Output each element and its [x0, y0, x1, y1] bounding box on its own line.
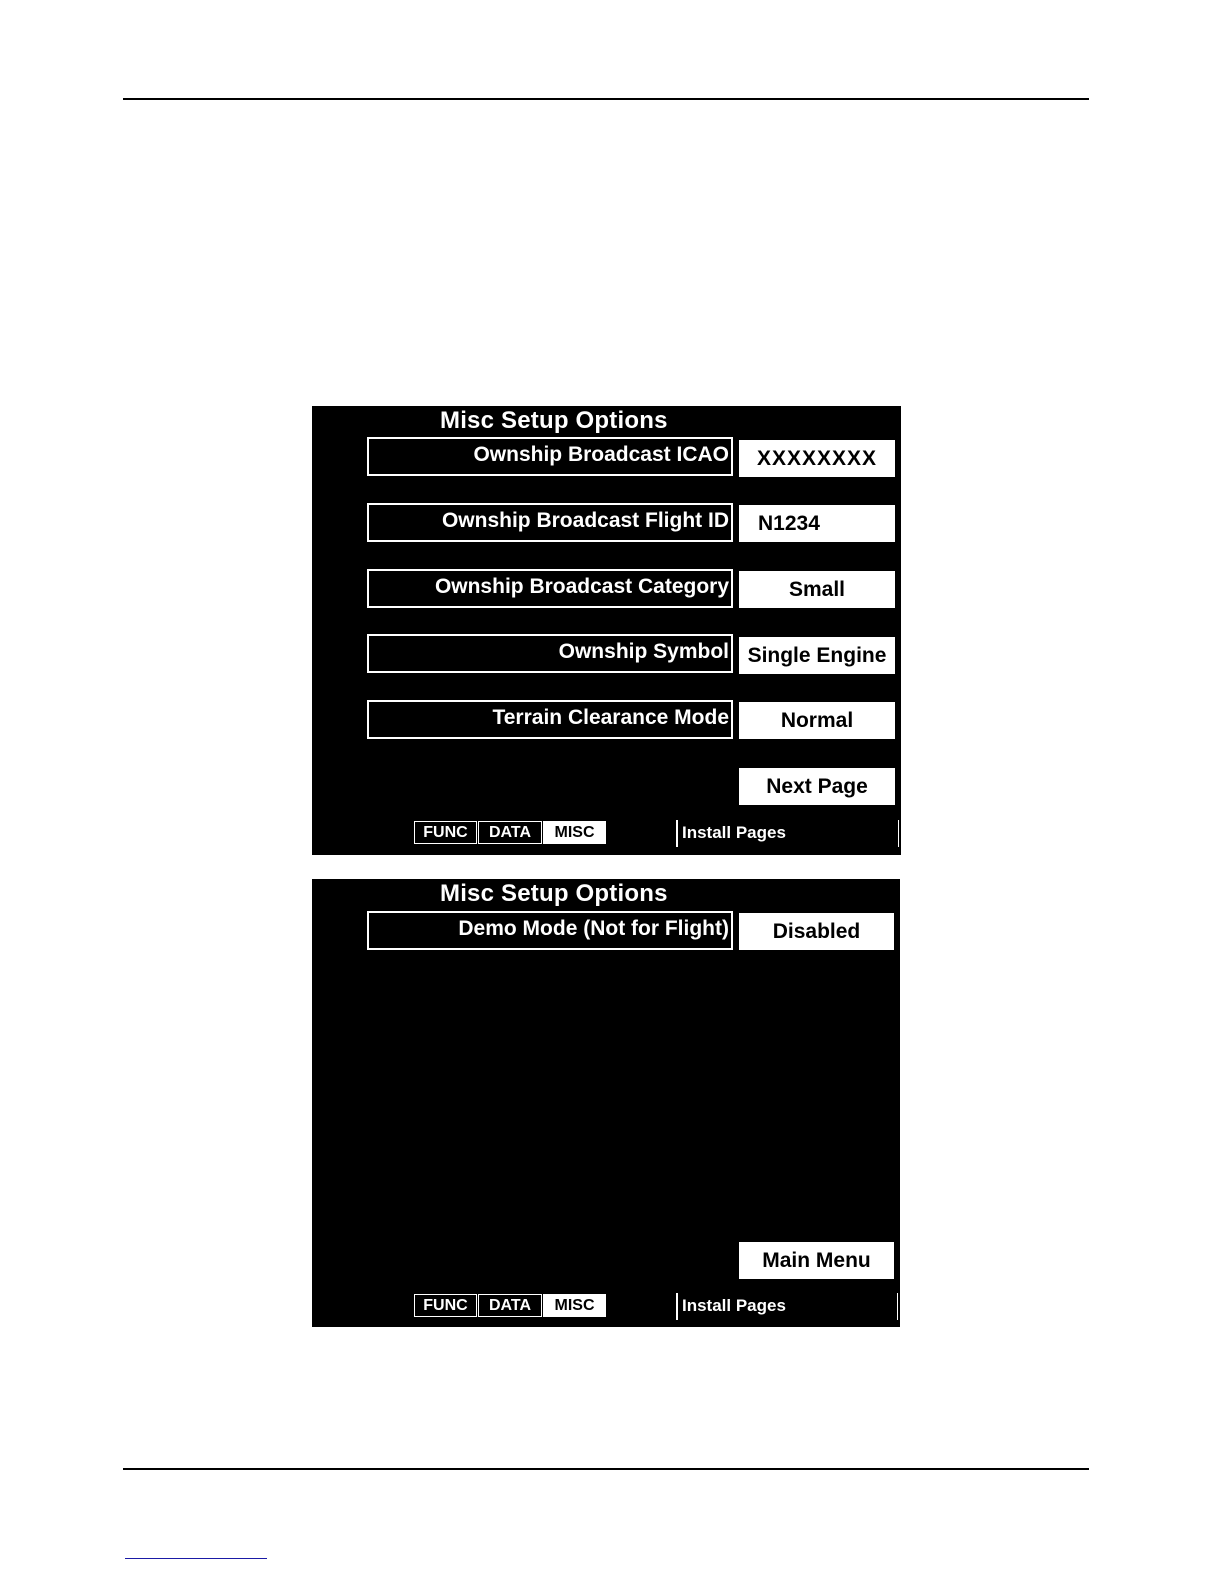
terrain-clearance-label-box[interactable]	[367, 700, 733, 739]
right-edge-divider	[897, 1293, 898, 1320]
misc-setup-screen-page-1	[312, 406, 901, 855]
footer-rule	[123, 1468, 1089, 1470]
right-edge-divider	[898, 820, 899, 847]
demo-mode-label-box[interactable]	[367, 911, 733, 950]
demo-mode-label: Demo Mode (Not for Flight)	[458, 917, 729, 940]
tab-func[interactable]: FUNC	[414, 1294, 477, 1317]
ownship-flight-id-label-box[interactable]	[367, 503, 733, 542]
main-menu-button[interactable]: Main Menu	[739, 1242, 894, 1279]
install-separator	[676, 1293, 678, 1320]
install-separator	[676, 820, 678, 847]
ownship-symbol-label-box[interactable]	[367, 634, 733, 673]
screen-title: Misc Setup Options	[440, 880, 668, 907]
ownship-flight-id-label: Ownship Broadcast Flight ID	[441, 509, 729, 532]
ownship-icao-value[interactable]: XXXXXXXX	[739, 440, 895, 477]
page-tabs	[414, 821, 607, 844]
tab-func[interactable]: FUNC	[414, 821, 477, 844]
tab-misc[interactable]: MISC	[543, 1294, 606, 1317]
ownship-category-label-box[interactable]	[367, 569, 733, 608]
install-pages-label: Install Pages	[682, 823, 786, 842]
ownship-category-value[interactable]: Small	[739, 571, 895, 608]
tab-data[interactable]: DATA	[478, 1294, 542, 1317]
header-rule	[123, 98, 1089, 100]
demo-mode-value[interactable]: Disabled	[739, 913, 894, 950]
misc-setup-screen-page-2	[312, 879, 900, 1327]
ownship-icao-label: Ownship Broadcast ICAO	[473, 443, 729, 466]
terrain-clearance-label: Terrain Clearance Mode	[492, 706, 729, 729]
next-page-button[interactable]: Next Page	[739, 768, 895, 805]
footer-link-underline	[125, 1558, 267, 1559]
page-tabs	[414, 1294, 607, 1317]
ownship-flight-id-value[interactable]: N1234	[739, 505, 895, 542]
ownship-symbol-value[interactable]: Single Engine	[739, 637, 895, 674]
tab-misc[interactable]: MISC	[543, 821, 606, 844]
ownship-category-label: Ownship Broadcast Category	[434, 575, 729, 598]
tab-data[interactable]: DATA	[478, 821, 542, 844]
screen-title: Misc Setup Options	[440, 407, 668, 434]
ownship-symbol-label: Ownship Symbol	[558, 640, 729, 663]
install-pages-label: Install Pages	[682, 1296, 786, 1315]
ownship-icao-label-box[interactable]	[367, 437, 733, 476]
terrain-clearance-value[interactable]: Normal	[739, 702, 895, 739]
